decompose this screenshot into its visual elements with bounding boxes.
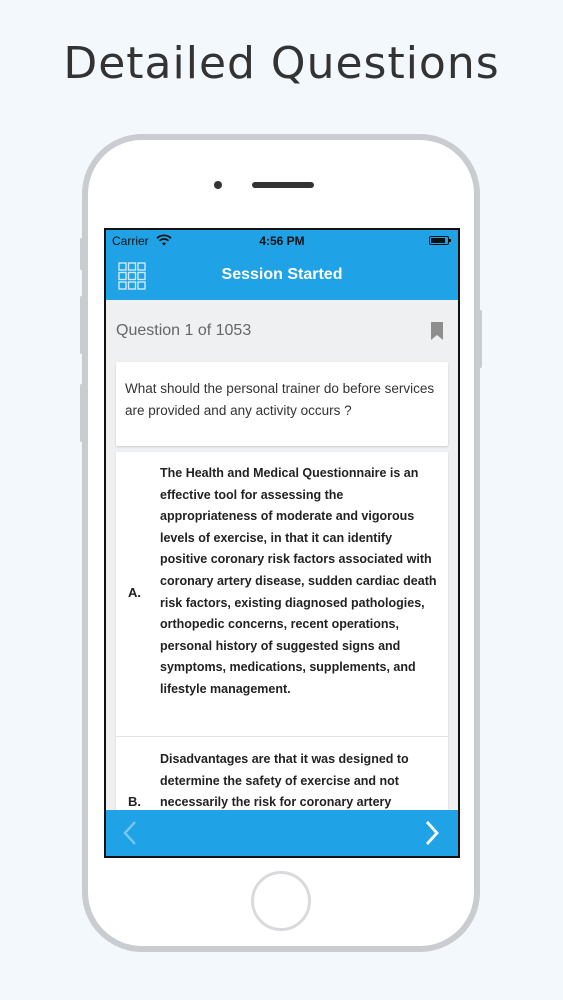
bottom-nav-bar [106, 810, 458, 856]
chevron-left-icon[interactable] [122, 820, 138, 851]
option-text: The Health and Medical Questionnaire is an effective tool for assessing the appropriateness of moderate and vigorous levels of exercise, in that it can identify positive coronary risk factors associated with coronary artery disease, sudden cardiac death risk factors, existing diagnosed pathologies, orthopedic concerns, recent operations, personal history of suggested signs and symptoms, medications, supplements, and lifestyle management. [160, 466, 437, 696]
question-counter: Question 1 of 1053 [116, 322, 252, 339]
question-text: What should the personal trainer do before services are provided and any activity occurs ? [125, 381, 435, 418]
nav-bar [106, 252, 458, 300]
front-camera [214, 181, 222, 189]
earpiece-speaker [252, 182, 314, 188]
home-button[interactable] [251, 871, 311, 931]
phone-side-button [80, 384, 83, 442]
status-bar [106, 230, 458, 252]
question-card [116, 362, 448, 446]
headline: Detailed Questions [63, 38, 500, 89]
battery-icon [429, 236, 449, 245]
question-header [106, 300, 458, 362]
bookmark-icon[interactable] [430, 322, 444, 345]
option-text: Disadvantages are that it was designed to determine the safety of exercise and not necessarily the risk for coronary artery [160, 752, 409, 810]
carrier-label: Carrier [112, 234, 149, 248]
answer-option-a[interactable] [116, 452, 448, 737]
nav-title: Session Started [221, 266, 343, 283]
option-letter: B. [128, 794, 141, 809]
status-time: 4:56 PM [259, 234, 305, 248]
option-letter: A. [128, 585, 141, 600]
phone-side-button [479, 310, 482, 368]
answer-option-b[interactable] [116, 737, 448, 812]
app-screen [104, 228, 460, 858]
phone-side-button [80, 238, 83, 270]
phone-side-button [80, 296, 83, 354]
answer-list [116, 452, 448, 812]
chevron-right-icon[interactable] [424, 820, 440, 851]
